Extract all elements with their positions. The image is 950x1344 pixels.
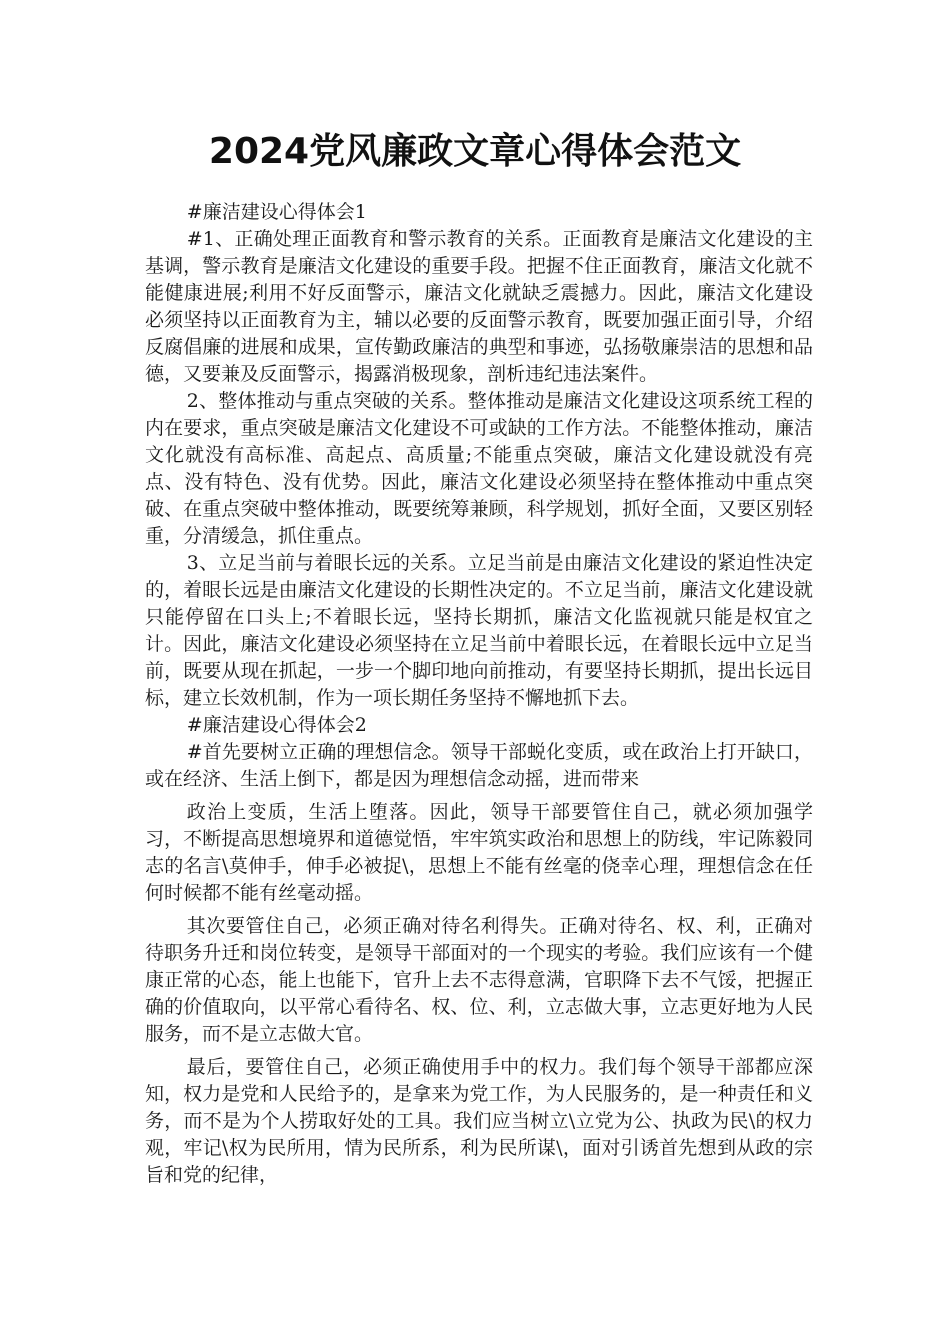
paragraph-2: 2、整体推动与重点突破的关系。整体推动是廉洁文化建设这项系统工程的内在要求，重点突破是廉洁文化建设不可或缺的工作方法。不能整体推动，廉洁文化就没有高标准、高起点、高质量;不能重点突破，廉洁文化建设就没有亮点、没有特色、没有优势。因此，廉洁文化建设必须坚持在整体推动中重点突破、在重点突破中整体推动，既要统筹兼顾，科学规划，抓好全面，又要区别轻重，分清缓急，抓住重点。 [145, 390, 813, 547]
paragraph-4: #首先要树立正确的理想信念。领导干部蜕化变质，或在政治上打开缺口，或在经济、生活上倒下，都是因为理想信念动摇，进而带来 [145, 741, 813, 790]
paragraph-1: #1、正确处理正面教育和警示教育的关系。正面教育是廉洁文化建设的主基调，警示教育是廉洁文化建设的重要手段。把握不住正面教育，廉洁文化就不能健康进展;利用不好反面警示，廉洁文化就缺乏震撼力。因此，廉洁文化建设必须坚持以正面教育为主，辅以必要的反面警示教育，既要加强正面引导，介绍反腐倡廉的进展和成果，宣传勤政廉洁的典型和事迹，弘扬敬廉崇洁的思想和品德，又要兼及反面警示，揭露消极现象，剖析违纪违法案件。 [145, 228, 813, 385]
section-heading-1: #廉洁建设心得体会1 [186, 201, 367, 223]
paragraph-6: 其次要管住自己，必须正确对待名利得失。正确对待名、权、利，正确对待职务升迁和岗位转变，是领导干部面对的一个现实的考验。我们应该有一个健康正常的心态，能上也能下，官升上去不志得意满，官职降下去不气馁，把握正确的价值取向，以平常心看待名、权、位、利，立志做大事，立志更好地为人民服务，而不是立志做大官。 [145, 915, 813, 1045]
paragraph-5: 政治上变质，生活上堕落。因此，领导干部要管住自己，就必须加强学习，不断提高思想境界和道德觉悟，牢牢筑实政治和思想上的防线，牢记陈毅同志的名言\莫伸手，伸手必被捉\，思想上不能有丝毫的侥幸心理，理想信念在任何时候都不能有丝毫动摇。 [145, 801, 813, 904]
document-body [145, 199, 813, 1189]
document-title: 2024党风廉政文章心得体会范文 [208, 131, 742, 172]
paragraph-7: 最后，要管住自己，必须正确使用手中的权力。我们每个领导干部都应深知，权力是党和人民给予的，是拿来为党工作，为人民服务的，是一种责任和义务，而不是为个人捞取好处的工具。我们应当树立\立党为公、执政为民\的权力观，牢记\权为民所用，情为民所系，利为民所谋\，面对引诱首先想到从政的宗旨和党的纪律， [145, 1056, 813, 1186]
section-heading-2: #廉洁建设心得体会2 [186, 714, 367, 736]
paragraph-3: 3、立足当前与着眼长远的关系。立足当前是由廉洁文化建设的紧迫性决定的，着眼长远是由廉洁文化建设的长期性决定的。不立足当前，廉洁文化建设就只能停留在口头上;不着眼长远，坚持长期抓，廉洁文化监视就只能是权宜之计。因此，廉洁文化建设必须坚持在立足当前中着眼长远，在着眼长远中立足当前，既要从现在抓起，一步一个脚印地向前推动，有要坚持长期抓，提出长远目标，建立长效机制，作为一项长期任务坚持不懈地抓下去。 [145, 552, 813, 709]
